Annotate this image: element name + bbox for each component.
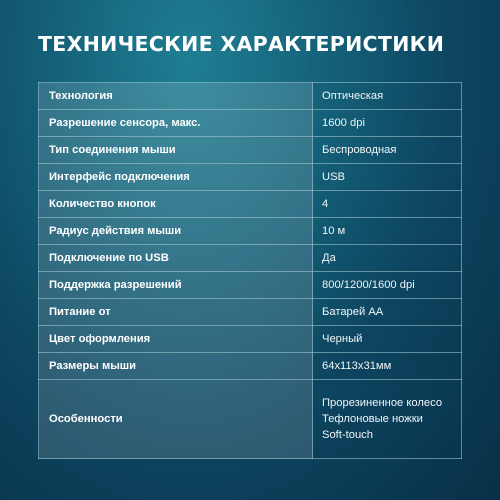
features-list xyxy=(313,380,462,459)
page-title: ТЕХНИЧЕСКИЕ ХАРАКТЕРИСТИКИ xyxy=(38,32,445,56)
spec-row xyxy=(39,83,462,110)
spec-label: Количество кнопок xyxy=(39,191,313,218)
spec-label: Размеры мыши xyxy=(39,353,313,380)
feature-item: Прорезиненное колесо xyxy=(322,397,443,409)
spec-label: Тип соединения мыши xyxy=(39,137,313,164)
spec-row xyxy=(39,353,462,380)
feature-item: Тефлоновые ножки xyxy=(322,413,423,425)
spec-label: Питание от xyxy=(39,299,313,326)
spec-value: Батарей АА xyxy=(313,299,462,326)
spec-value: 1600 dpi xyxy=(313,110,462,137)
spec-label: Технология xyxy=(39,83,313,110)
spec-value: USB xyxy=(313,164,462,191)
spec-row xyxy=(39,218,462,245)
spec-table xyxy=(38,82,462,459)
spec-label: Радиус действия мыши xyxy=(39,218,313,245)
spec-row xyxy=(39,326,462,353)
spec-row xyxy=(39,137,462,164)
spec-label: Разрешение сенсора, макс. xyxy=(39,110,313,137)
spec-value: Черный xyxy=(313,326,462,353)
spec-label: Особенности xyxy=(39,380,313,459)
spec-value: 4 xyxy=(313,191,462,218)
spec-value: Да xyxy=(313,245,462,272)
spec-label: Поддержка разрешений xyxy=(39,272,313,299)
spec-value: Оптическая xyxy=(313,83,462,110)
spec-row xyxy=(39,164,462,191)
spec-label: Интерфейс подключения xyxy=(39,164,313,191)
spec-label: Подключение по USB xyxy=(39,245,313,272)
spec-row-features xyxy=(39,380,462,459)
spec-value: 64x113x31мм xyxy=(313,353,462,380)
spec-row xyxy=(39,245,462,272)
feature-item: Soft-touch xyxy=(322,429,373,441)
spec-row xyxy=(39,299,462,326)
spec-value: Беспроводная xyxy=(313,137,462,164)
spec-row xyxy=(39,191,462,218)
spec-row xyxy=(39,110,462,137)
spec-value: 800/1200/1600 dpi xyxy=(313,272,462,299)
spec-row xyxy=(39,272,462,299)
spec-label: Цвет оформления xyxy=(39,326,313,353)
spec-value: 10 м xyxy=(313,218,462,245)
